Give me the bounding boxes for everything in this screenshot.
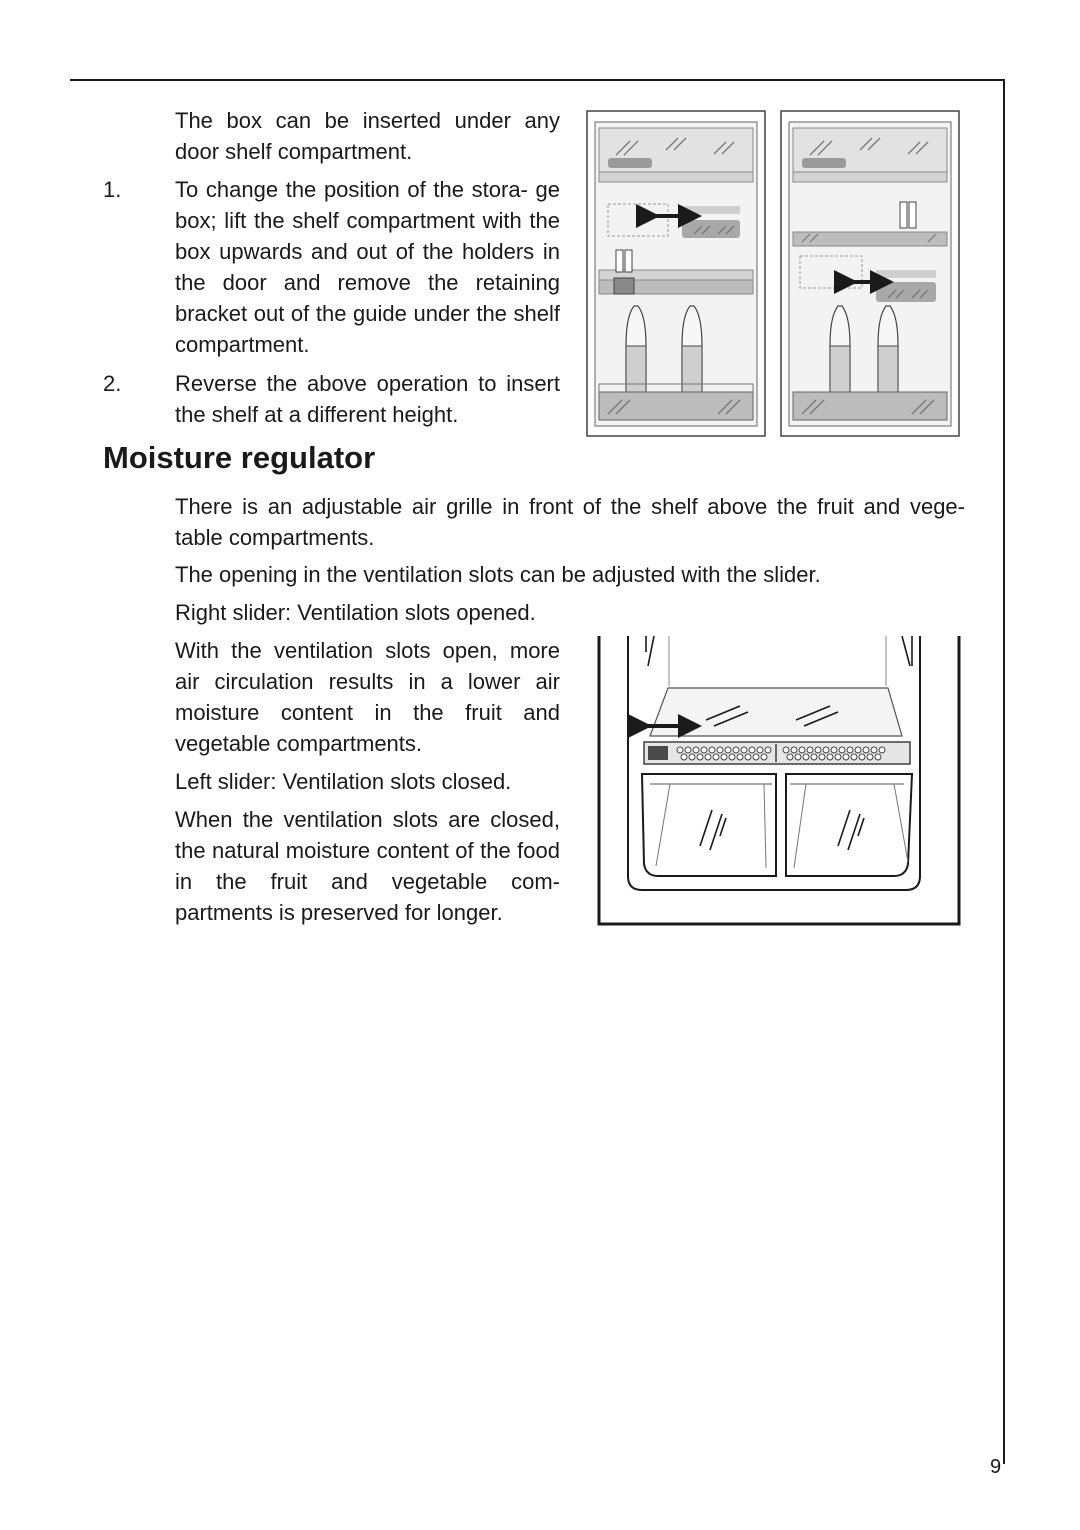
moisture-regulator-illustration — [596, 636, 962, 928]
door-panel-right — [781, 111, 959, 436]
step-2-number: 2. — [103, 371, 122, 396]
top-rule — [70, 79, 1005, 81]
paragraph-slider: The opening in the ventilation slots can be adjusted with the slider. — [175, 562, 821, 587]
paragraph-air-grille: There is an adjustable air grille in front of the shelf above the fruit and vege- table compartments. — [175, 494, 965, 550]
intro-paragraph: The box can be inserted under any door shelf compartment. — [175, 108, 560, 164]
paragraph-slots-closed: When the ventilation slots are closed, the natural moisture content of the food in the fruit and vegetable com- partments is preserved for longer. — [175, 807, 560, 925]
door-panel-left — [587, 111, 765, 436]
step-1-text: To change the position of the stora- ge box; lift the shelf compartment with the box upwards and out of the holders in the door and remove the retaining bracket out of the guide under the shelf compartment. — [175, 177, 560, 357]
paragraph-slots-open: With the ventilation slots open, more air circulation results in a lower air moisture content in the fruit and vegetable compartments. — [175, 638, 560, 756]
section-title: Moisture regulator — [103, 440, 376, 475]
paragraph-left-slider: Left slider: Ventilation slots closed. — [175, 769, 512, 794]
right-rule — [1003, 79, 1005, 1464]
door-shelf-illustration — [586, 110, 962, 438]
step-2-text: Reverse the above operation to insert the shelf at a different height. — [175, 371, 560, 427]
step-1-number: 1. — [103, 177, 122, 202]
paragraph-right-slider: Right slider: Ventilation slots opened. — [175, 600, 536, 625]
page-number: 9 — [990, 1456, 1002, 1478]
